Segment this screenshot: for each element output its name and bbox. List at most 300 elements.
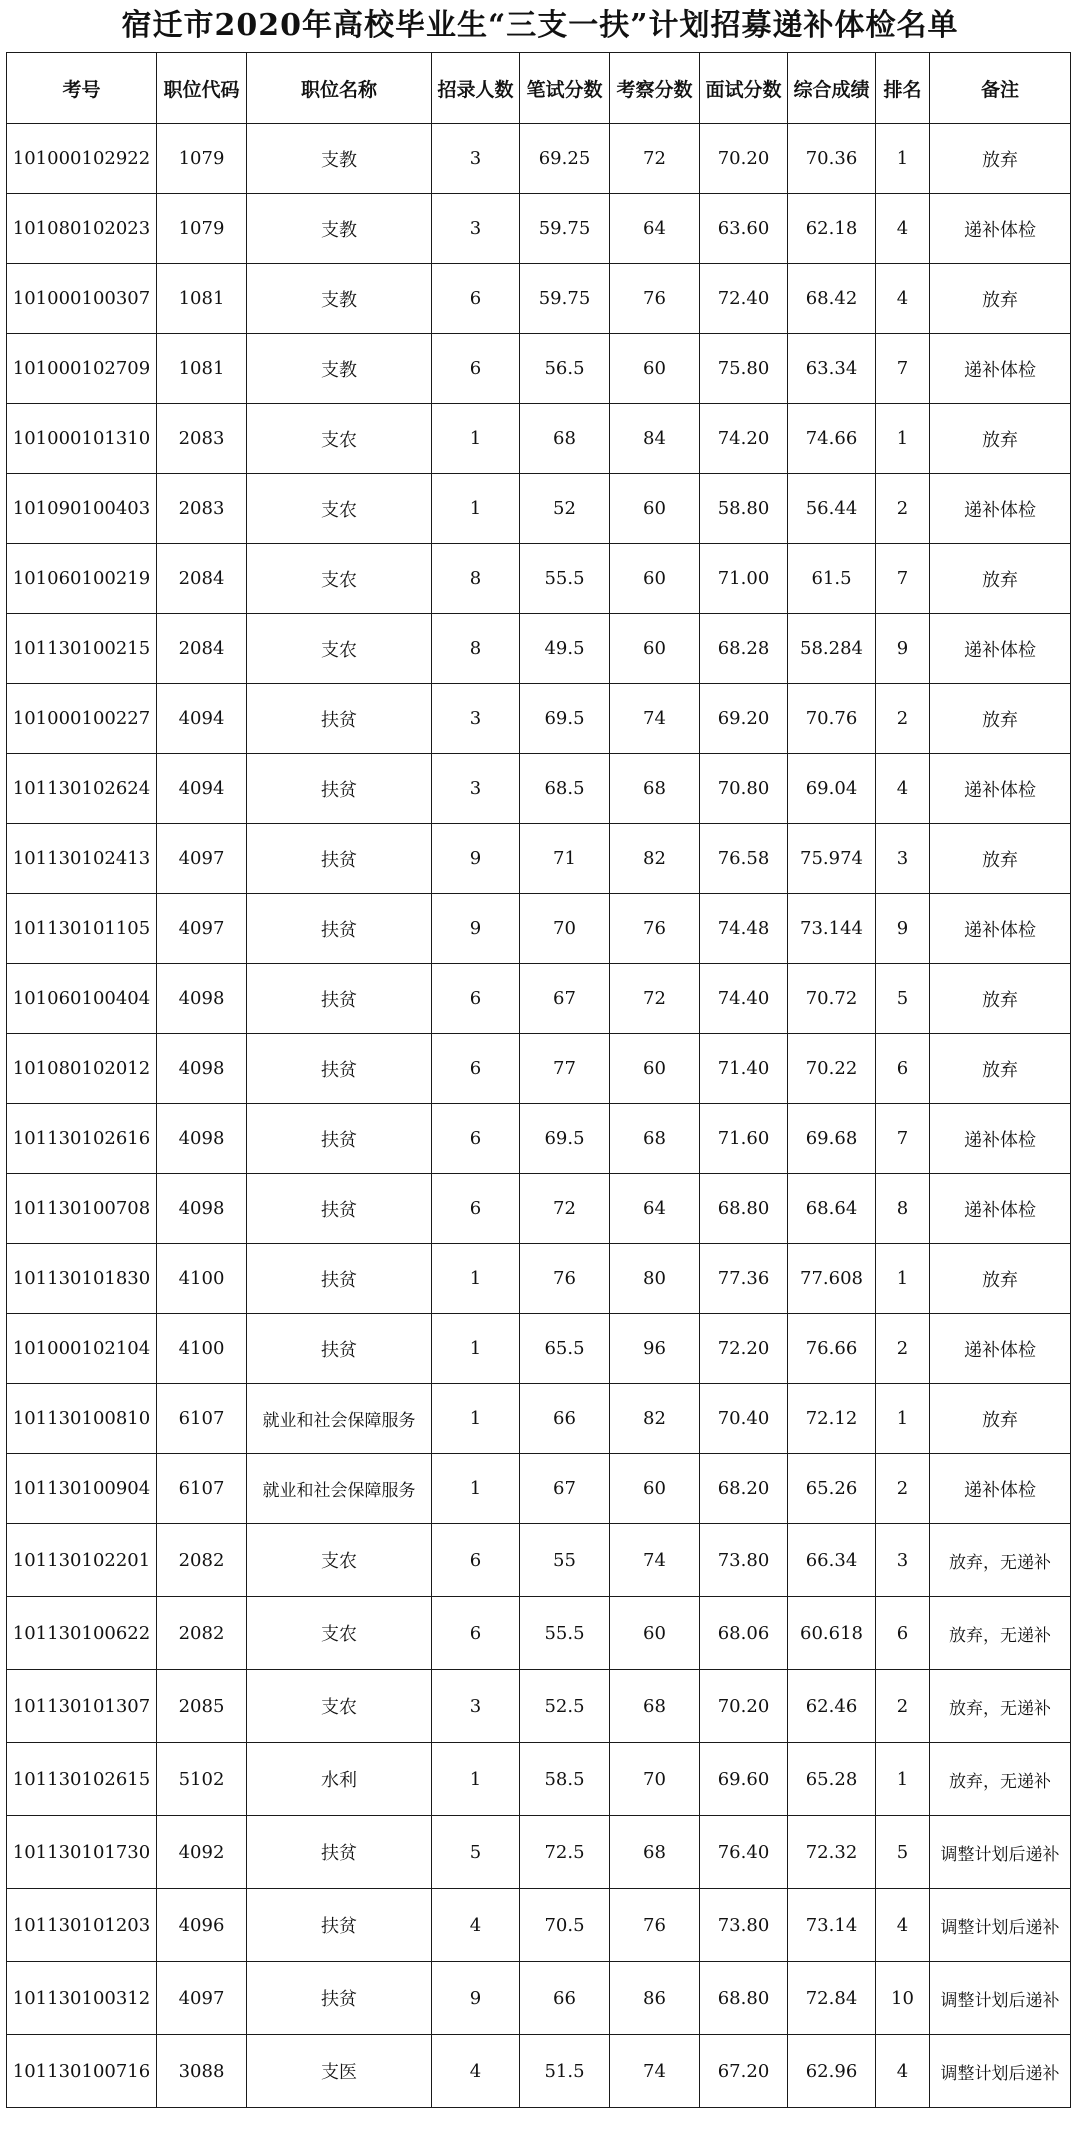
position-name-cell: 扶贫 xyxy=(247,684,432,754)
position-name-cell: 就业和社会保障服务 xyxy=(247,1384,432,1454)
table-row xyxy=(7,614,1071,684)
inspection-score-cell: 60 xyxy=(610,474,700,544)
exam-no-cell: 101000102922 xyxy=(7,124,157,194)
rank-cell: 2 xyxy=(876,1670,930,1743)
written-score-cell: 56.5 xyxy=(520,334,610,404)
exam-no-cell: 101130101830 xyxy=(7,1244,157,1314)
position-code-cell: 4097 xyxy=(157,1962,247,2035)
position-name-cell: 水利 xyxy=(247,1743,432,1816)
exam-no-cell: 101060100219 xyxy=(7,544,157,614)
written-score-cell: 77 xyxy=(520,1034,610,1104)
interview-score-cell: 69.60 xyxy=(700,1743,788,1816)
rank-cell: 2 xyxy=(876,684,930,754)
note-cell: 调整计划后递补 xyxy=(930,2035,1071,2108)
table-row xyxy=(7,1816,1071,1889)
written-score-cell: 59.75 xyxy=(520,264,610,334)
position-code-cell: 6107 xyxy=(157,1454,247,1524)
table-row xyxy=(7,1384,1071,1454)
inspection-score-cell: 76 xyxy=(610,264,700,334)
page-title: 宿迁市2020年高校毕业生“三支一扶”计划招募递补体检名单 xyxy=(121,8,959,43)
rank-cell: 1 xyxy=(876,124,930,194)
quota-cell: 1 xyxy=(432,1384,520,1454)
table-row xyxy=(7,264,1071,334)
note-cell: 放弃，无递补 xyxy=(930,1743,1071,1816)
total-score-cell: 62.18 xyxy=(788,194,876,264)
exam-no-cell: 101130100708 xyxy=(7,1174,157,1244)
quota-cell: 6 xyxy=(432,264,520,334)
inspection-score-cell: 72 xyxy=(610,124,700,194)
interview-score-cell: 72.40 xyxy=(700,264,788,334)
inspection-score-cell: 60 xyxy=(610,544,700,614)
table-row xyxy=(7,1597,1071,1670)
note-cell: 递补体检 xyxy=(930,754,1071,824)
rank-cell: 2 xyxy=(876,474,930,544)
position-code-cell: 2085 xyxy=(157,1670,247,1743)
total-score-cell: 69.68 xyxy=(788,1104,876,1174)
quota-cell: 3 xyxy=(432,124,520,194)
quota-cell: 4 xyxy=(432,2035,520,2108)
written-score-cell: 70.5 xyxy=(520,1889,610,1962)
note-cell: 递补体检 xyxy=(930,474,1071,544)
note-cell: 递补体检 xyxy=(930,614,1071,684)
exam-no-cell: 101130102201 xyxy=(7,1524,157,1597)
exam-no-cell: 101130101105 xyxy=(7,894,157,964)
quota-cell: 9 xyxy=(432,824,520,894)
rank-cell: 1 xyxy=(876,1384,930,1454)
total-score-cell: 70.22 xyxy=(788,1034,876,1104)
position-code-cell: 6107 xyxy=(157,1384,247,1454)
total-score-cell: 73.14 xyxy=(788,1889,876,1962)
interview-score-cell: 77.36 xyxy=(700,1244,788,1314)
quota-cell: 6 xyxy=(432,1524,520,1597)
inspection-score-cell: 76 xyxy=(610,894,700,964)
interview-score-cell: 68.80 xyxy=(700,1174,788,1244)
written-score-cell: 52.5 xyxy=(520,1670,610,1743)
quota-cell: 1 xyxy=(432,1314,520,1384)
total-score-cell: 70.76 xyxy=(788,684,876,754)
written-score-cell: 70 xyxy=(520,894,610,964)
total-score-cell: 60.618 xyxy=(788,1597,876,1670)
rank-cell: 5 xyxy=(876,964,930,1034)
rank-cell: 6 xyxy=(876,1597,930,1670)
total-score-cell: 65.28 xyxy=(788,1743,876,1816)
note-cell: 放弃，无递补 xyxy=(930,1597,1071,1670)
position-name-cell: 扶贫 xyxy=(247,1244,432,1314)
interview-score-cell: 75.80 xyxy=(700,334,788,404)
table-row xyxy=(7,124,1071,194)
rank-cell: 2 xyxy=(876,1454,930,1524)
exam-no-cell: 101130100810 xyxy=(7,1384,157,1454)
rank-cell: 1 xyxy=(876,1244,930,1314)
exam-no-cell: 101130101307 xyxy=(7,1670,157,1743)
total-score-cell: 73.144 xyxy=(788,894,876,964)
interview-score-cell: 73.80 xyxy=(700,1524,788,1597)
exam-no-cell: 101000102104 xyxy=(7,1314,157,1384)
inspection-score-cell: 68 xyxy=(610,1104,700,1174)
inspection-score-cell: 68 xyxy=(610,1816,700,1889)
written-score-cell: 68.5 xyxy=(520,754,610,824)
written-score-cell: 58.5 xyxy=(520,1743,610,1816)
col-header-inspection-score: 考察分数 xyxy=(610,53,700,124)
note-cell: 放弃 xyxy=(930,264,1071,334)
note-cell: 放弃 xyxy=(930,1244,1071,1314)
position-code-cell: 4098 xyxy=(157,1174,247,1244)
quota-cell: 1 xyxy=(432,1454,520,1524)
rank-cell: 2 xyxy=(876,1314,930,1384)
exam-no-cell: 101130100312 xyxy=(7,1962,157,2035)
exam-no-cell: 101130100716 xyxy=(7,2035,157,2108)
position-name-cell: 支教 xyxy=(247,334,432,404)
total-score-cell: 68.64 xyxy=(788,1174,876,1244)
quota-cell: 3 xyxy=(432,194,520,264)
inspection-score-cell: 84 xyxy=(610,404,700,474)
table-row xyxy=(7,1034,1071,1104)
inspection-score-cell: 82 xyxy=(610,1384,700,1454)
interview-score-cell: 76.40 xyxy=(700,1816,788,1889)
interview-score-cell: 71.40 xyxy=(700,1034,788,1104)
position-code-cell: 4097 xyxy=(157,824,247,894)
position-name-cell: 支农 xyxy=(247,1597,432,1670)
table-body xyxy=(7,124,1071,2108)
note-cell: 递补体检 xyxy=(930,1454,1071,1524)
position-name-cell: 支农 xyxy=(247,404,432,474)
col-header-total-score: 综合成绩 xyxy=(788,53,876,124)
interview-score-cell: 70.80 xyxy=(700,754,788,824)
exam-no-cell: 101090100403 xyxy=(7,474,157,544)
written-score-cell: 69.5 xyxy=(520,1104,610,1174)
written-score-cell: 72 xyxy=(520,1174,610,1244)
position-code-cell: 2082 xyxy=(157,1597,247,1670)
position-name-cell: 扶贫 xyxy=(247,1962,432,2035)
quota-cell: 6 xyxy=(432,1104,520,1174)
position-code-cell: 1081 xyxy=(157,264,247,334)
position-code-cell: 1079 xyxy=(157,124,247,194)
exam-no-cell: 101130102616 xyxy=(7,1104,157,1174)
inspection-score-cell: 68 xyxy=(610,1670,700,1743)
inspection-score-cell: 82 xyxy=(610,824,700,894)
table-row xyxy=(7,1670,1071,1743)
position-code-cell: 4098 xyxy=(157,964,247,1034)
exam-no-cell: 101130102615 xyxy=(7,1743,157,1816)
position-name-cell: 支教 xyxy=(247,264,432,334)
note-cell: 调整计划后递补 xyxy=(930,1816,1071,1889)
position-name-cell: 支教 xyxy=(247,124,432,194)
total-score-cell: 62.96 xyxy=(788,2035,876,2108)
table-row xyxy=(7,1314,1071,1384)
position-name-cell: 扶贫 xyxy=(247,894,432,964)
interview-score-cell: 72.20 xyxy=(700,1314,788,1384)
roster-table xyxy=(6,52,1071,2108)
written-score-cell: 55 xyxy=(520,1524,610,1597)
note-cell: 放弃 xyxy=(930,1034,1071,1104)
table-row xyxy=(7,544,1071,614)
col-header-written-score: 笔试分数 xyxy=(520,53,610,124)
rank-cell: 3 xyxy=(876,824,930,894)
table-row xyxy=(7,754,1071,824)
interview-score-cell: 68.20 xyxy=(700,1454,788,1524)
position-name-cell: 支教 xyxy=(247,194,432,264)
position-code-cell: 4094 xyxy=(157,684,247,754)
total-score-cell: 77.608 xyxy=(788,1244,876,1314)
table-row xyxy=(7,824,1071,894)
written-score-cell: 72.5 xyxy=(520,1816,610,1889)
position-code-cell: 1079 xyxy=(157,194,247,264)
exam-no-cell: 101130102624 xyxy=(7,754,157,824)
position-name-cell: 扶贫 xyxy=(247,1104,432,1174)
quota-cell: 4 xyxy=(432,1889,520,1962)
rank-cell: 5 xyxy=(876,1816,930,1889)
inspection-score-cell: 74 xyxy=(610,2035,700,2108)
rank-cell: 7 xyxy=(876,544,930,614)
rank-cell: 3 xyxy=(876,1524,930,1597)
table-row xyxy=(7,1244,1071,1314)
exam-no-cell: 101000101310 xyxy=(7,404,157,474)
header-row xyxy=(7,53,1071,124)
interview-score-cell: 68.80 xyxy=(700,1962,788,2035)
quota-cell: 6 xyxy=(432,334,520,404)
exam-no-cell: 101000100227 xyxy=(7,684,157,754)
written-score-cell: 68 xyxy=(520,404,610,474)
interview-score-cell: 74.48 xyxy=(700,894,788,964)
interview-score-cell: 74.40 xyxy=(700,964,788,1034)
total-score-cell: 76.66 xyxy=(788,1314,876,1384)
rank-cell: 4 xyxy=(876,1889,930,1962)
note-cell: 放弃 xyxy=(930,544,1071,614)
inspection-score-cell: 64 xyxy=(610,194,700,264)
total-score-cell: 75.974 xyxy=(788,824,876,894)
position-code-cell: 4094 xyxy=(157,754,247,824)
rank-cell: 9 xyxy=(876,894,930,964)
written-score-cell: 71 xyxy=(520,824,610,894)
interview-score-cell: 68.06 xyxy=(700,1597,788,1670)
note-cell: 递补体检 xyxy=(930,894,1071,964)
interview-score-cell: 69.20 xyxy=(700,684,788,754)
inspection-score-cell: 60 xyxy=(610,1597,700,1670)
note-cell: 放弃，无递补 xyxy=(930,1524,1071,1597)
col-header-quota: 招录人数 xyxy=(432,53,520,124)
position-name-cell: 支农 xyxy=(247,474,432,544)
position-code-cell: 4096 xyxy=(157,1889,247,1962)
position-name-cell: 扶贫 xyxy=(247,824,432,894)
position-code-cell: 4097 xyxy=(157,894,247,964)
interview-score-cell: 63.60 xyxy=(700,194,788,264)
quota-cell: 6 xyxy=(432,1174,520,1244)
rank-cell: 8 xyxy=(876,1174,930,1244)
total-score-cell: 72.12 xyxy=(788,1384,876,1454)
col-header-interview-score: 面试分数 xyxy=(700,53,788,124)
note-cell: 递补体检 xyxy=(930,1174,1071,1244)
note-cell: 调整计划后递补 xyxy=(930,1962,1071,2035)
interview-score-cell: 73.80 xyxy=(700,1889,788,1962)
table-row xyxy=(7,964,1071,1034)
quota-cell: 1 xyxy=(432,1244,520,1314)
position-name-cell: 扶贫 xyxy=(247,1034,432,1104)
note-cell: 调整计划后递补 xyxy=(930,1889,1071,1962)
inspection-score-cell: 86 xyxy=(610,1962,700,2035)
written-score-cell: 76 xyxy=(520,1244,610,1314)
written-score-cell: 66 xyxy=(520,1384,610,1454)
interview-score-cell: 74.20 xyxy=(700,404,788,474)
position-code-cell: 2084 xyxy=(157,614,247,684)
table-row xyxy=(7,1962,1071,2035)
col-header-position-name: 职位名称 xyxy=(247,53,432,124)
total-score-cell: 74.66 xyxy=(788,404,876,474)
rank-cell: 10 xyxy=(876,1962,930,2035)
exam-no-cell: 101000102709 xyxy=(7,334,157,404)
note-cell: 放弃 xyxy=(930,824,1071,894)
note-cell: 放弃 xyxy=(930,964,1071,1034)
position-name-cell: 支农 xyxy=(247,544,432,614)
position-name-cell: 扶贫 xyxy=(247,964,432,1034)
position-code-cell: 5102 xyxy=(157,1743,247,1816)
position-code-cell: 2083 xyxy=(157,404,247,474)
total-score-cell: 68.42 xyxy=(788,264,876,334)
total-score-cell: 63.34 xyxy=(788,334,876,404)
inspection-score-cell: 96 xyxy=(610,1314,700,1384)
interview-score-cell: 70.20 xyxy=(700,124,788,194)
quota-cell: 3 xyxy=(432,1670,520,1743)
quota-cell: 6 xyxy=(432,1034,520,1104)
table-row xyxy=(7,2035,1071,2108)
note-cell: 递补体检 xyxy=(930,1314,1071,1384)
table-row xyxy=(7,1743,1071,1816)
exam-no-cell: 101080102012 xyxy=(7,1034,157,1104)
position-name-cell: 扶贫 xyxy=(247,1314,432,1384)
written-score-cell: 52 xyxy=(520,474,610,544)
total-score-cell: 58.284 xyxy=(788,614,876,684)
exam-no-cell: 101080102023 xyxy=(7,194,157,264)
exam-no-cell: 101130101203 xyxy=(7,1889,157,1962)
table-row xyxy=(7,404,1071,474)
position-code-cell: 1081 xyxy=(157,334,247,404)
table-row xyxy=(7,684,1071,754)
rank-cell: 6 xyxy=(876,1034,930,1104)
position-name-cell: 支医 xyxy=(247,2035,432,2108)
written-score-cell: 55.5 xyxy=(520,544,610,614)
rank-cell: 4 xyxy=(876,194,930,264)
exam-no-cell: 101130100904 xyxy=(7,1454,157,1524)
note-cell: 递补体检 xyxy=(930,194,1071,264)
table-row xyxy=(7,474,1071,544)
quota-cell: 1 xyxy=(432,1743,520,1816)
quota-cell: 9 xyxy=(432,894,520,964)
position-name-cell: 扶贫 xyxy=(247,1889,432,1962)
exam-no-cell: 101130100215 xyxy=(7,614,157,684)
interview-score-cell: 67.20 xyxy=(700,2035,788,2108)
table-row xyxy=(7,334,1071,404)
total-score-cell: 70.72 xyxy=(788,964,876,1034)
rank-cell: 4 xyxy=(876,2035,930,2108)
position-name-cell: 支农 xyxy=(247,1524,432,1597)
quota-cell: 6 xyxy=(432,1597,520,1670)
quota-cell: 6 xyxy=(432,964,520,1034)
quota-cell: 8 xyxy=(432,544,520,614)
interview-score-cell: 76.58 xyxy=(700,824,788,894)
col-header-exam-no: 考号 xyxy=(7,53,157,124)
quota-cell: 1 xyxy=(432,404,520,474)
inspection-score-cell: 76 xyxy=(610,1889,700,1962)
interview-score-cell: 70.40 xyxy=(700,1384,788,1454)
position-code-cell: 3088 xyxy=(157,2035,247,2108)
position-name-cell: 扶贫 xyxy=(247,754,432,824)
note-cell: 放弃 xyxy=(930,404,1071,474)
inspection-score-cell: 72 xyxy=(610,964,700,1034)
rank-cell: 9 xyxy=(876,614,930,684)
quota-cell: 8 xyxy=(432,614,520,684)
note-cell: 递补体检 xyxy=(930,1104,1071,1174)
exam-no-cell: 101130100622 xyxy=(7,1597,157,1670)
exam-no-cell: 101130102413 xyxy=(7,824,157,894)
col-header-note: 备注 xyxy=(930,53,1071,124)
table-row xyxy=(7,1454,1071,1524)
position-code-cell: 4100 xyxy=(157,1314,247,1384)
table-row xyxy=(7,1104,1071,1174)
total-score-cell: 72.84 xyxy=(788,1962,876,2035)
written-score-cell: 67 xyxy=(520,964,610,1034)
quota-cell: 3 xyxy=(432,684,520,754)
inspection-score-cell: 60 xyxy=(610,334,700,404)
note-cell: 递补体检 xyxy=(930,334,1071,404)
inspection-score-cell: 74 xyxy=(610,684,700,754)
inspection-score-cell: 68 xyxy=(610,754,700,824)
interview-score-cell: 71.60 xyxy=(700,1104,788,1174)
written-score-cell: 69.5 xyxy=(520,684,610,754)
inspection-score-cell: 64 xyxy=(610,1174,700,1244)
table-row xyxy=(7,1889,1071,1962)
interview-score-cell: 70.20 xyxy=(700,1670,788,1743)
written-score-cell: 69.25 xyxy=(520,124,610,194)
interview-score-cell: 58.80 xyxy=(700,474,788,544)
quota-cell: 9 xyxy=(432,1962,520,2035)
quota-cell: 3 xyxy=(432,754,520,824)
total-score-cell: 72.32 xyxy=(788,1816,876,1889)
interview-score-cell: 71.00 xyxy=(700,544,788,614)
rank-cell: 4 xyxy=(876,264,930,334)
total-score-cell: 70.36 xyxy=(788,124,876,194)
col-header-position-code: 职位代码 xyxy=(157,53,247,124)
rank-cell: 7 xyxy=(876,1104,930,1174)
position-code-cell: 2082 xyxy=(157,1524,247,1597)
note-cell: 放弃，无递补 xyxy=(930,1670,1071,1743)
total-score-cell: 69.04 xyxy=(788,754,876,824)
position-code-cell: 4100 xyxy=(157,1244,247,1314)
exam-no-cell: 101060100404 xyxy=(7,964,157,1034)
total-score-cell: 56.44 xyxy=(788,474,876,544)
rank-cell: 4 xyxy=(876,754,930,824)
position-code-cell: 2083 xyxy=(157,474,247,544)
inspection-score-cell: 60 xyxy=(610,614,700,684)
table-row xyxy=(7,1524,1071,1597)
position-name-cell: 扶贫 xyxy=(247,1174,432,1244)
position-name-cell: 支农 xyxy=(247,614,432,684)
rank-cell: 7 xyxy=(876,334,930,404)
position-code-cell: 4098 xyxy=(157,1104,247,1174)
written-score-cell: 55.5 xyxy=(520,1597,610,1670)
written-score-cell: 65.5 xyxy=(520,1314,610,1384)
position-name-cell: 就业和社会保障服务 xyxy=(247,1454,432,1524)
quota-cell: 5 xyxy=(432,1816,520,1889)
inspection-score-cell: 70 xyxy=(610,1743,700,1816)
rank-cell: 1 xyxy=(876,1743,930,1816)
position-code-cell: 4098 xyxy=(157,1034,247,1104)
total-score-cell: 65.26 xyxy=(788,1454,876,1524)
written-score-cell: 51.5 xyxy=(520,2035,610,2108)
written-score-cell: 59.75 xyxy=(520,194,610,264)
rank-cell: 1 xyxy=(876,404,930,474)
col-header-rank: 排名 xyxy=(876,53,930,124)
table-row xyxy=(7,894,1071,964)
note-cell: 放弃 xyxy=(930,124,1071,194)
